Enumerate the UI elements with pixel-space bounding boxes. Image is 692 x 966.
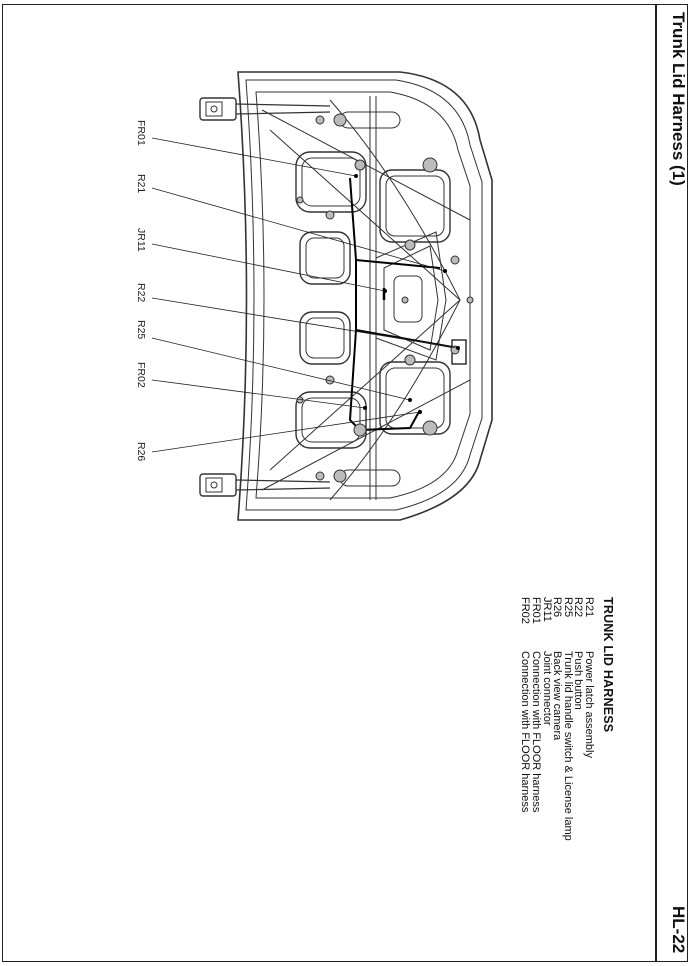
legend-row (573, 597, 584, 841)
legend-code: R25 (561, 597, 574, 618)
legend-row (583, 597, 594, 841)
legend-description: Back view camera (551, 651, 564, 741)
legend-description: Trunk lid handle switch & License lamp (561, 651, 574, 841)
legend-row (562, 597, 573, 841)
legend-code: FR01 (530, 597, 543, 624)
legend-description: Joint connector (540, 651, 553, 726)
callout-r21: R21 (135, 174, 147, 194)
legend-row (520, 597, 531, 841)
legend-code: FR02 (519, 597, 532, 624)
callout-r26: R26 (135, 442, 147, 462)
legend-description: Power latch assembly (583, 651, 595, 758)
callout-fr02: FR02 (135, 362, 147, 388)
legend-description: Connection with FLOOR harness (519, 651, 532, 813)
legend-row (541, 597, 552, 841)
page-number: HL-22 (669, 906, 688, 954)
callout-jr11: JR11 (135, 228, 147, 252)
legend-description: Connection with FLOOR harness (530, 651, 543, 813)
legend-code: JR11 (540, 597, 553, 622)
legend (520, 597, 616, 841)
legend-code: R21 (583, 597, 595, 618)
callout-fr01: FR01 (135, 120, 147, 146)
legend-row (552, 597, 563, 841)
legend-code: R26 (551, 597, 564, 618)
legend-title: TRUNK LID HARNESS (601, 597, 615, 733)
callout-r25: R25 (135, 320, 147, 340)
legend-row (530, 597, 541, 841)
legend-code: R22 (572, 597, 585, 618)
callout-r22: R22 (135, 283, 147, 303)
legend-description: Push button (572, 651, 585, 710)
page-title: Trunk Lid Harness (1) (669, 12, 688, 186)
